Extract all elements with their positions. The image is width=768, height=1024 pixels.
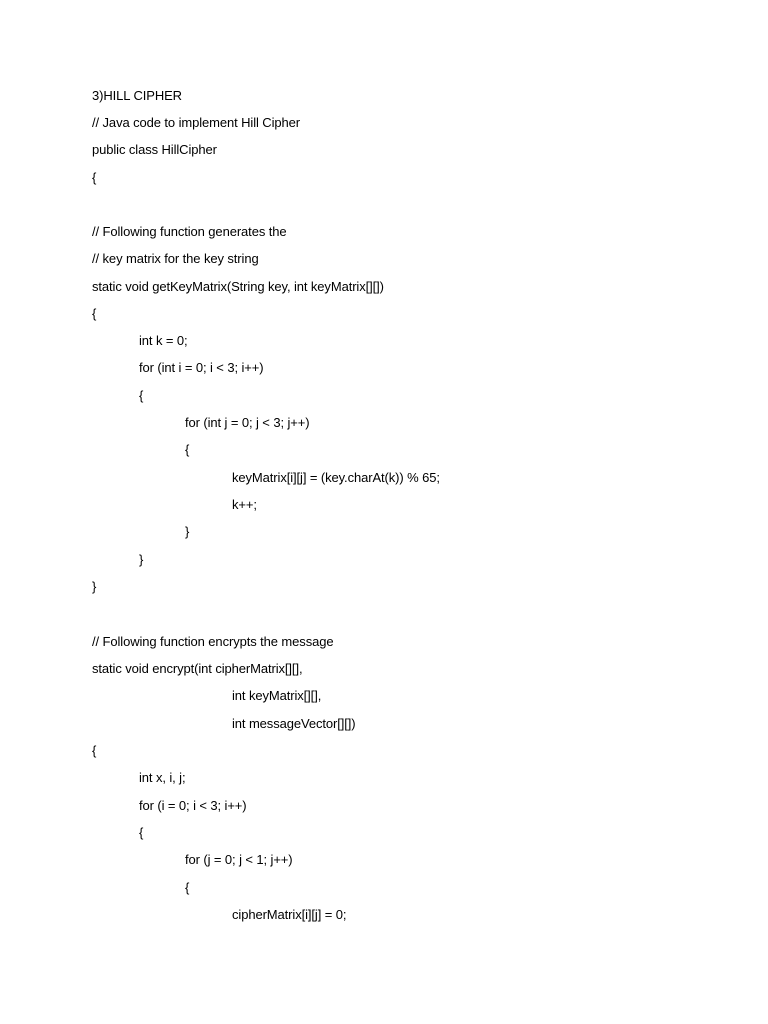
code-line: { bbox=[139, 388, 144, 403]
code-line: static void getKeyMatrix(String key, int keyMatrix[][]) bbox=[92, 279, 384, 294]
code-comment: // Java code to implement Hill Cipher bbox=[92, 115, 301, 130]
code-line: { bbox=[139, 825, 144, 840]
code-line: { bbox=[185, 442, 190, 457]
code-line: keyMatrix[i][j] = (key.charAt(k)) % 65; bbox=[232, 470, 440, 485]
code-line: { bbox=[92, 170, 97, 185]
code-line: { bbox=[92, 306, 97, 321]
code-line: cipherMatrix[i][j] = 0; bbox=[232, 907, 347, 922]
code-line: int k = 0; bbox=[139, 333, 188, 348]
code-line: static void encrypt(int cipherMatrix[][], bbox=[92, 661, 303, 676]
code-comment: // Following function encrypts the message bbox=[92, 634, 334, 649]
code-line: } bbox=[185, 524, 190, 539]
code-line: k++; bbox=[232, 497, 257, 512]
section-heading: 3)HILL CIPHER bbox=[92, 88, 182, 103]
code-line: } bbox=[92, 579, 97, 594]
code-line: public class HillCipher bbox=[92, 142, 217, 157]
code-line: { bbox=[92, 743, 97, 758]
code-comment: // key matrix for the key string bbox=[92, 251, 259, 266]
code-line: for (i = 0; i < 3; i++) bbox=[139, 798, 247, 813]
code-line: { bbox=[185, 880, 190, 895]
code-line: int keyMatrix[][], bbox=[232, 688, 322, 703]
code-line: for (int i = 0; i < 3; i++) bbox=[139, 360, 264, 375]
code-line: int messageVector[][]) bbox=[232, 716, 356, 731]
code-line: int x, i, j; bbox=[139, 770, 186, 785]
code-line: for (j = 0; j < 1; j++) bbox=[185, 852, 293, 867]
code-comment: // Following function generates the bbox=[92, 224, 287, 239]
code-line: } bbox=[139, 552, 144, 567]
code-line: for (int j = 0; j < 3; j++) bbox=[185, 415, 310, 430]
